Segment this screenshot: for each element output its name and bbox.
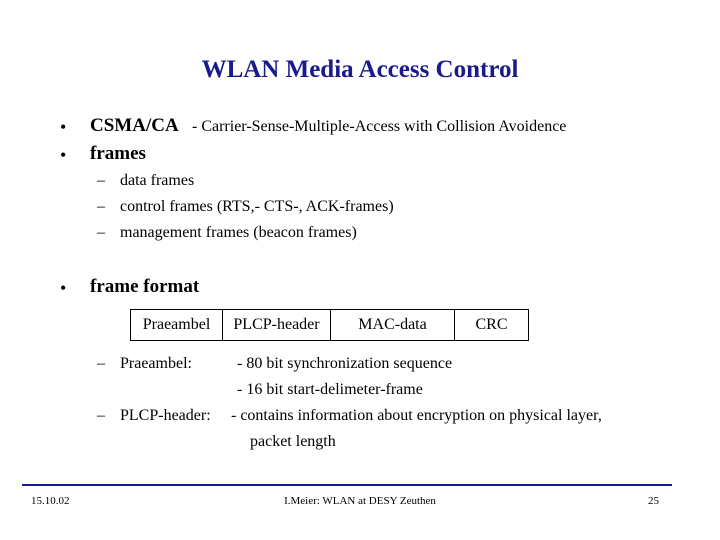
csma-description: - Carrier-Sense-Multiple-Access with Collision Avoidence bbox=[192, 118, 567, 135]
frame-field-crc: CRC bbox=[475, 316, 508, 333]
frame-format-label: frame format bbox=[90, 276, 200, 297]
slide-title: WLAN Media Access Control bbox=[201, 56, 519, 83]
footer-author: I.Meier: WLAN at DESY Zeuthen bbox=[284, 495, 436, 507]
praeambel-label: Praeambel: bbox=[120, 355, 192, 372]
csma-label: CSMA/CA bbox=[90, 115, 179, 136]
footer-page-number: 25 bbox=[648, 495, 659, 507]
frame-field-mac-data: MAC-data bbox=[331, 310, 455, 340]
dash-mark: – bbox=[97, 407, 105, 424]
praeambel-line: - 80 bit synchronization sequence bbox=[237, 355, 453, 372]
dash-mark: – bbox=[97, 355, 105, 372]
footer-divider bbox=[22, 484, 672, 486]
praeambel-line: - 16 bit start-delimeter-frame bbox=[237, 381, 423, 398]
plcp-line: packet length bbox=[250, 433, 336, 450]
dash-mark: – bbox=[97, 198, 105, 215]
frames-item: data frames bbox=[120, 172, 195, 189]
plcp-line: - contains information about encryption on physical layer, bbox=[231, 407, 602, 424]
plcp-label: PLCP-header: bbox=[120, 407, 211, 424]
dash-mark: – bbox=[97, 224, 105, 241]
bullet-mark: • bbox=[60, 117, 67, 137]
bullet-mark: • bbox=[60, 278, 67, 298]
footer-date: 15.10.02 bbox=[31, 495, 70, 507]
frames-item: management frames (beacon frames) bbox=[120, 224, 357, 241]
frame-format-diagram bbox=[130, 309, 529, 341]
frames-item: control frames (RTS,- CTS-, ACK-frames) bbox=[120, 198, 394, 215]
frame-field-plcp-header: PLCP-header bbox=[223, 310, 331, 340]
frame-field-praeambel: Praeambel bbox=[131, 310, 223, 340]
bullet-mark: • bbox=[60, 145, 67, 165]
frames-label: frames bbox=[90, 143, 146, 164]
dash-mark: – bbox=[97, 172, 105, 189]
